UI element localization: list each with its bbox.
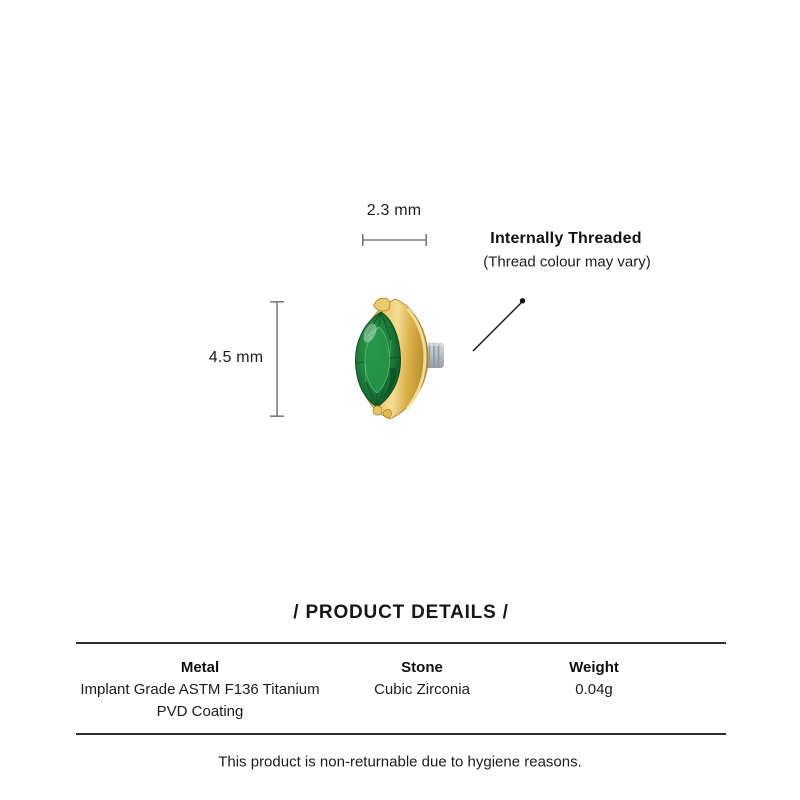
details-column-weight — [569, 656, 619, 701]
column-header: Weight — [569, 659, 619, 676]
divider-bottom — [76, 733, 726, 735]
width-measure-bracket — [362, 234, 427, 246]
thread-leader-line — [473, 298, 525, 351]
column-header: Stone — [401, 659, 443, 676]
width-dimension-label: 2.3 mm — [366, 202, 422, 219]
column-value: Implant Grade ASTM F136 Titanium — [80, 681, 320, 698]
product-details-title: / PRODUCT DETAILS / — [293, 602, 509, 623]
divider-top — [76, 642, 726, 644]
internally-threaded-label: Internally Threaded — [490, 230, 642, 247]
details-column-metal — [80, 656, 319, 723]
column-value: Cubic Zirconia — [374, 681, 470, 698]
product-image — [355, 298, 444, 419]
thread-colour-note: (Thread colour may vary) — [483, 253, 651, 271]
details-column-stone — [374, 656, 470, 701]
column-value: 0.04g — [575, 681, 613, 698]
height-measure-bracket — [270, 301, 284, 417]
height-dimension-label: 4.5 mm — [208, 349, 264, 366]
column-value: PVD Coating — [156, 703, 244, 720]
hygiene-footnote: This product is non-returnable due to hygiene reasons. — [218, 753, 582, 771]
column-header: Metal — [180, 659, 220, 676]
